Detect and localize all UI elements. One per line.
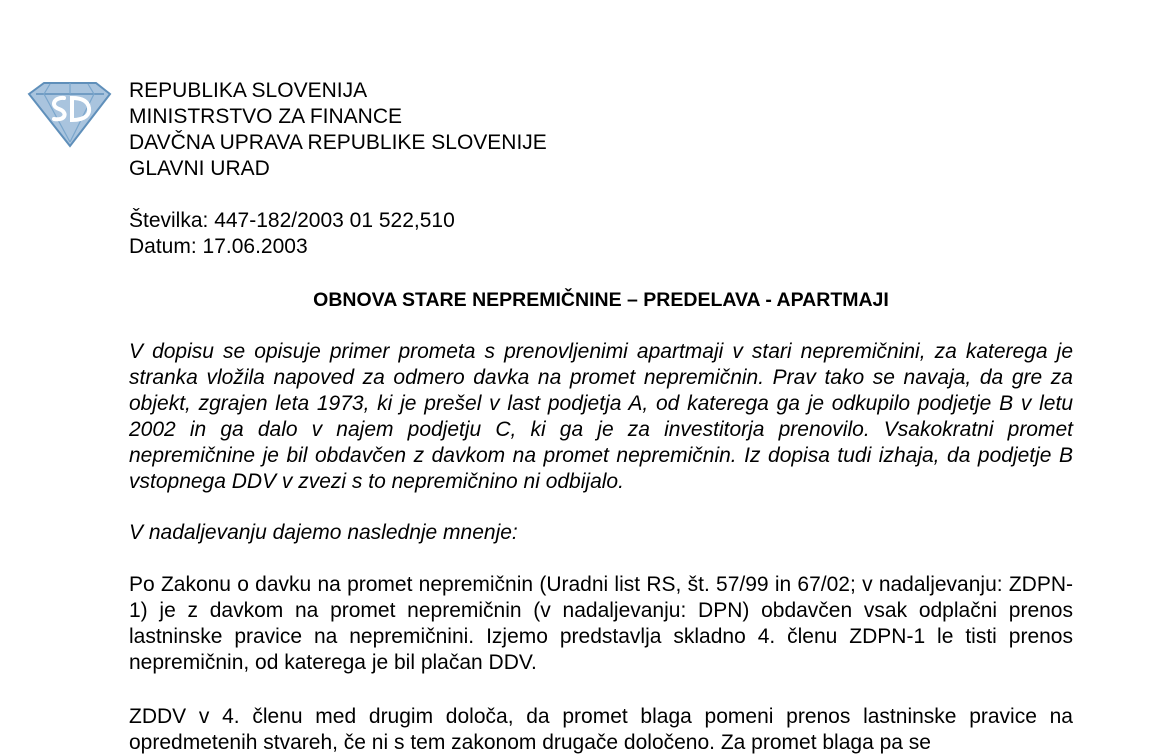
institution-header (129, 78, 547, 182)
header-line-tax-administration: DAVČNA UPRAVA REPUBLIKE SLOVENIJE (129, 131, 547, 154)
body-paragraph-zdpn: Po Zakonu o davku na promet nepremičnin (Uradni list RS, št. 57/99 in 67/02; v nadaljevanju: ZDPN-1) je z davkom na promet nepremičnin (v nadaljevanju: DPN) obdavčen vsak odplačni prenos lastninske pravice na nepremičnini. Izjemo predstavlja skladno 4. členu ZDPN-1 le tisti prenos nepremičnin, od katerega je bil plačan DDV. (129, 573, 1073, 674)
header-line-main-office: GLAVNI URAD (129, 157, 270, 180)
opinion-intro-line: V nadaljevanju dajemo naslednje mnenje: (129, 521, 518, 544)
document-title: OBNOVA STARE NEPREMIČNINE – PREDELAVA - APARTMAJI (313, 289, 889, 311)
body-paragraph-zddv: ZDDV v 4. členu med drugim določa, da promet blaga pomeni prenos lastninske pravice na opredmetenih stvareh, če ni s tem zakonom drugače določeno. Za promet blaga pa se (129, 705, 1073, 754)
intro-paragraph: V dopisu se opisuje primer prometa s prenovljenimi apartmaji v stari nepremičnini, za katerega je stranka vložila napoved za odmero davka na promet nepremičnin. Prav tako se navaja, da gre za objekt, zgrajen leta 1973, ki je prešel v last podjetja A, od katerega ga je odkupilo podjetje B v letu 2002 in ga dalo v najem podjetju C, ki ga je za investitorja prenovilo. Vsakokratni promet nepremičnine je bil obdavčen z davkom na promet nepremičnin. Iz dopisa tudi izhaja, da podjetje B vstopnega DDV v zvezi s to nepremičnino ni odbijalo. (129, 340, 1073, 493)
tax-administration-logo (26, 80, 112, 148)
header-line-republic: REPUBLIKA SLOVENIJA (129, 79, 368, 102)
document-meta (129, 208, 455, 260)
document-date: Datum: 17.06.2003 (129, 235, 308, 258)
header-line-ministry: MINISTRSTVO ZA FINANCE (129, 105, 403, 128)
document-number: Številka: 447-182/2003 01 522,510 (129, 209, 455, 232)
